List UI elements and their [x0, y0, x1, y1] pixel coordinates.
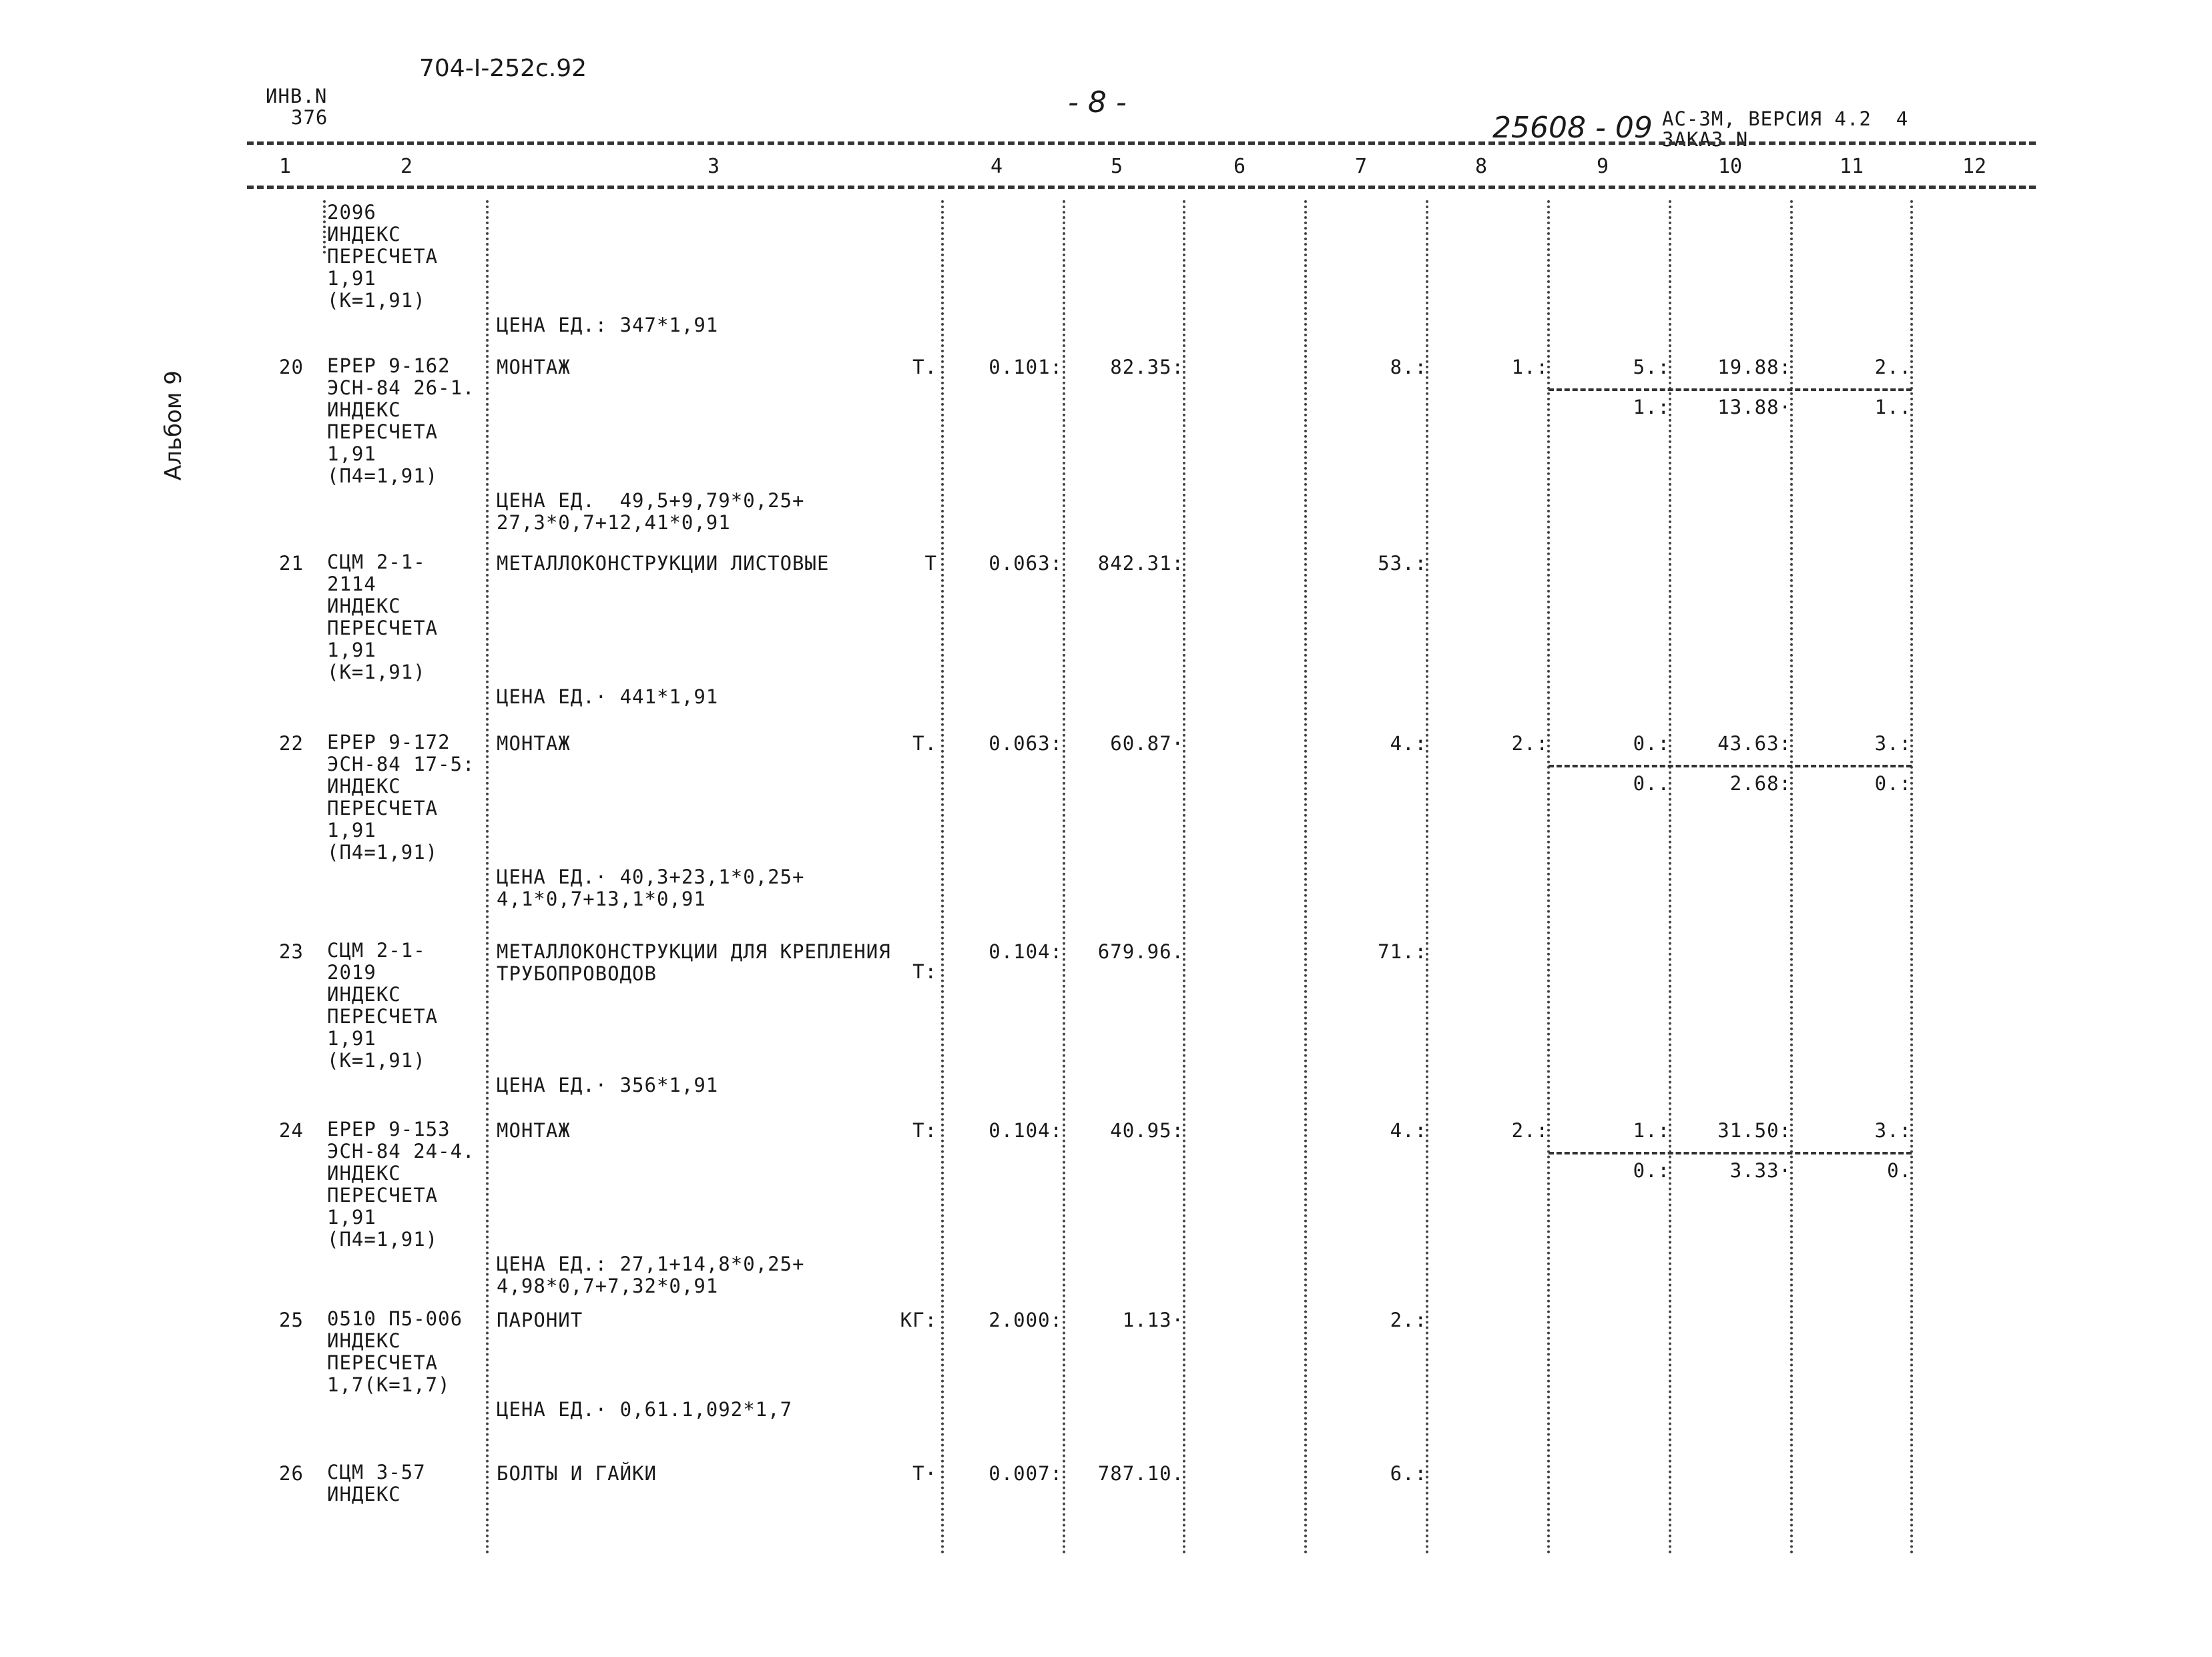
row-code-line: ЕРЕР 9-162	[327, 354, 451, 377]
column-header-4: 4	[991, 155, 1003, 178]
row-unit: Т:	[912, 1119, 937, 1142]
column-header-9: 9	[1597, 155, 1609, 178]
row-code-line: ИНДЕКС	[327, 1483, 401, 1506]
column-header-12: 12	[1962, 155, 1987, 178]
row-col10-second: 3.33·	[1729, 1159, 1791, 1182]
row-name-line: МОНТАЖ	[497, 732, 571, 755]
row-number: 21	[279, 552, 304, 575]
row-col11: 3.:	[1874, 1119, 1912, 1142]
row-code-line: (К=1,91)	[327, 661, 426, 683]
row-code-line: (П4=1,91)	[327, 841, 439, 864]
column-separator	[1426, 200, 1428, 1555]
row-col11: 2..	[1874, 356, 1912, 378]
row-col8: 2.:	[1511, 1119, 1549, 1142]
row-name-line: МОНТАЖ	[497, 1119, 571, 1142]
row-col7: 4.:	[1390, 732, 1427, 755]
row-name-line: БОЛТЫ И ГАЙКИ	[497, 1462, 657, 1485]
row-code-line: 2096	[327, 201, 376, 224]
row-price-line: ЦЕНА ЕД.· 356*1,91	[497, 1074, 719, 1096]
row-price-line: ЦЕНА ЕД.: 347*1,91	[497, 314, 719, 336]
row-code-line: (П4=1,91)	[327, 464, 439, 487]
column-header-5: 5	[1111, 155, 1123, 178]
row-qty: 0.063:	[989, 552, 1063, 575]
row-unit: Т.	[912, 732, 937, 755]
column-separator	[941, 200, 944, 1555]
row-col7: 71.:	[1378, 940, 1427, 963]
row-cost: 679.96.	[1097, 940, 1184, 963]
column-separator	[486, 200, 489, 1555]
row-code-line: 1,91	[327, 1027, 376, 1050]
row-col11-second: 0.	[1887, 1159, 1912, 1182]
row-code-line: ПЕРЕСЧЕТА	[327, 617, 439, 639]
row-code-line: ИНДЕКС	[327, 1162, 401, 1185]
row-code-line: СЦМ 3-57	[327, 1461, 426, 1483]
row-unit: Т·	[912, 1462, 937, 1485]
column-header-7: 7	[1355, 155, 1368, 178]
row-qty: 2.000:	[989, 1309, 1063, 1331]
row-number: 26	[279, 1462, 304, 1485]
row-code-line: (К=1,91)	[327, 289, 426, 312]
row-number: 20	[279, 356, 304, 378]
column-separator	[1183, 200, 1185, 1555]
row-code-line: ЕРЕР 9-172	[327, 731, 451, 753]
row-col7: 6.:	[1390, 1462, 1427, 1485]
row-col9-second: 0.:	[1633, 1159, 1670, 1182]
subtotal-dashed-rule	[1549, 388, 1912, 391]
row-col10: 31.50:	[1717, 1119, 1791, 1142]
page-number: - 8 -	[1068, 85, 1127, 119]
column-header-10: 10	[1718, 155, 1743, 178]
inventory-number: 376	[291, 106, 328, 129]
row-col7: 8.:	[1390, 356, 1427, 378]
row-code-line: ЭСН-84 24-4.	[327, 1140, 475, 1163]
header-bottom-rule	[247, 186, 2036, 189]
order-label: ЗАКАЗ N	[1662, 128, 1749, 151]
row-number: 22	[279, 732, 304, 755]
row-col11-second: 1..	[1874, 396, 1912, 418]
row-col9-second: 1.:	[1633, 396, 1670, 418]
row-code-line: 1,91	[327, 639, 376, 661]
row-code-line: СЦМ 2-1-	[327, 939, 426, 962]
row-code-line: 1,91	[327, 1206, 376, 1229]
row-price-line: ЦЕНА ЕД.· 441*1,91	[497, 685, 719, 708]
row-code-line: ИНДЕКС	[327, 223, 401, 246]
row-cost: 40.95:	[1110, 1119, 1184, 1142]
inventory-label: ИНВ.N	[266, 85, 328, 107]
row-code-line: 0510 П5-006	[327, 1307, 463, 1330]
row-code-line: ПЕРЕСЧЕТА	[327, 797, 439, 819]
row-qty: 0.007:	[989, 1462, 1063, 1485]
row-code-line: ИНДЕКС	[327, 595, 401, 617]
column-separator	[1547, 200, 1550, 1555]
row-code-line: 1,91	[327, 442, 376, 465]
row-cost: 82.35:	[1110, 356, 1184, 378]
row-code-line: ИНДЕКС	[327, 983, 401, 1006]
row-cost: 60.87·	[1110, 732, 1184, 755]
row-unit: Т	[924, 552, 937, 575]
column-header-11: 11	[1840, 155, 1864, 178]
row-price-line: 27,3*0,7+12,41*0,91	[497, 511, 731, 534]
column-header-1: 1	[279, 155, 292, 178]
row-unit: Т.	[912, 356, 937, 378]
row-price-line: 4,98*0,7+7,32*0,91	[497, 1275, 719, 1297]
row-qty: 0.104:	[989, 1119, 1063, 1142]
row-cost: 787.10.	[1097, 1462, 1184, 1485]
row-code-line: 1,7(К=1,7)	[327, 1373, 451, 1396]
row-code-line: (К=1,91)	[327, 1049, 426, 1072]
row-col7: 4.:	[1390, 1119, 1427, 1142]
row-number: 24	[279, 1119, 304, 1142]
row-price-line: ЦЕНА ЕД. 49,5+9,79*0,25+	[497, 489, 805, 512]
row-col10-second: 2.68:	[1729, 772, 1791, 795]
row-price-line: 4,1*0,7+13,1*0,91	[497, 888, 706, 910]
column-separator	[323, 200, 326, 254]
row-name-line: ПАРОНИТ	[497, 1309, 583, 1331]
row-col7: 2.:	[1390, 1309, 1427, 1331]
album-label: Альбом 9	[160, 370, 187, 480]
row-code-line: ПЕРЕСЧЕТА	[327, 245, 439, 268]
row-price-line: ЦЕНА ЕД.· 0,61.1,092*1,7	[497, 1398, 793, 1421]
row-col9: 1.:	[1633, 1119, 1670, 1142]
row-col10: 43.63:	[1717, 732, 1791, 755]
row-cost: 842.31:	[1097, 552, 1184, 575]
row-code-line: ИНДЕКС	[327, 775, 401, 797]
row-code-line: ИНДЕКС	[327, 1329, 401, 1352]
row-col10: 19.88:	[1717, 356, 1791, 378]
row-code-line: ПЕРЕСЧЕТА	[327, 1005, 439, 1028]
row-col11: 3.:	[1874, 732, 1912, 755]
row-name-line: ТРУБОПРОВОДОВ	[497, 962, 657, 985]
row-col11-second: 0.:	[1874, 772, 1912, 795]
order-number: 25608 - 09	[1492, 111, 1653, 145]
row-qty: 0.063:	[989, 732, 1063, 755]
row-qty: 0.104:	[989, 940, 1063, 963]
row-col9: 5.:	[1633, 356, 1670, 378]
row-col9: 0.:	[1633, 732, 1670, 755]
column-separator	[1063, 200, 1065, 1555]
row-code-line: 2114	[327, 573, 376, 595]
row-col8: 1.:	[1511, 356, 1549, 378]
column-separator	[1304, 200, 1307, 1555]
row-code-line: СЦМ 2-1-	[327, 551, 426, 573]
row-code-line: (П4=1,91)	[327, 1228, 439, 1251]
row-price-line: ЦЕНА ЕД.· 40,3+23,1*0,25+	[497, 866, 805, 888]
row-cost: 1.13·	[1122, 1309, 1184, 1331]
subtotal-dashed-rule	[1549, 1152, 1912, 1154]
row-code-line: ИНДЕКС	[327, 398, 401, 421]
row-name-line: МЕТАЛЛОКОНСТРУКЦИИ ЛИСТОВЫЕ	[497, 552, 830, 575]
document-code: 704-I-252с.92	[419, 55, 587, 82]
row-code-line: 1,91	[327, 819, 376, 842]
row-code-line: ПЕРЕСЧЕТА	[327, 1184, 439, 1207]
row-code-line: ЕРЕР 9-153	[327, 1118, 451, 1140]
row-col7: 53.:	[1378, 552, 1427, 575]
row-name-line: МЕТАЛЛОКОНСТРУКЦИИ ДЛЯ КРЕПЛЕНИЯ	[497, 940, 891, 963]
row-unit: Т:	[912, 960, 937, 983]
subtotal-dashed-rule	[1549, 765, 1912, 767]
row-col8: 2.:	[1511, 732, 1549, 755]
row-code-line: ЭСН-84 26-1.	[327, 376, 475, 399]
column-header-8: 8	[1475, 155, 1488, 178]
row-code-line: 2019	[327, 961, 376, 984]
row-number: 23	[279, 940, 304, 963]
row-unit: КГ:	[900, 1309, 937, 1331]
row-number: 25	[279, 1309, 304, 1331]
row-col9-second: 0..	[1633, 772, 1670, 795]
column-header-3: 3	[708, 155, 720, 178]
row-name-line: МОНТАЖ	[497, 356, 571, 378]
row-code-line: ПЕРЕСЧЕТА	[327, 1351, 439, 1374]
column-header-2: 2	[400, 155, 413, 178]
row-price-line: ЦЕНА ЕД.: 27,1+14,8*0,25+	[497, 1253, 805, 1275]
row-code-line: 1,91	[327, 267, 376, 290]
program-version: АС-3М, ВЕРСИЯ 4.2 4	[1662, 107, 1909, 130]
row-code-line: ПЕРЕСЧЕТА	[327, 420, 439, 443]
row-col10-second: 13.88·	[1717, 396, 1791, 418]
column-header-6: 6	[1233, 155, 1246, 178]
row-code-line: ЭСН-84 17-5:	[327, 753, 475, 775]
row-qty: 0.101:	[989, 356, 1063, 378]
header-top-rule	[247, 141, 2036, 145]
